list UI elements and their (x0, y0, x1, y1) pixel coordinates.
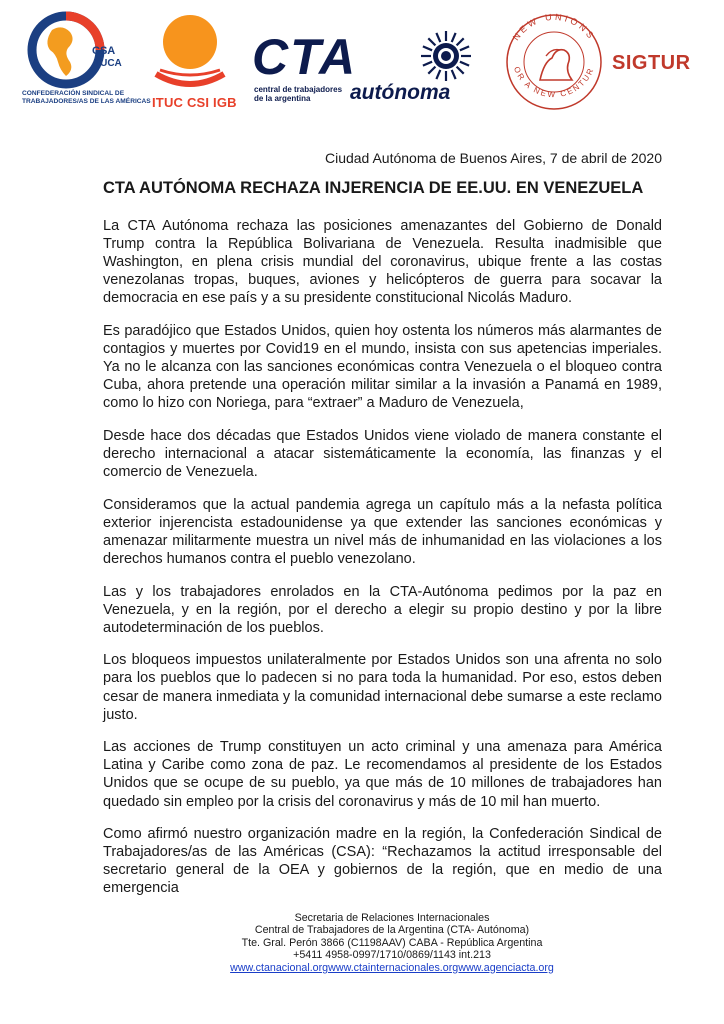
paragraph: La CTA Autónoma rechaza las posiciones amenazantes del Gobierno de Donald Trump contra la República Bolivariana de Venezuela. Resulta inadmisible que Washington, en plena crisis mundial del coronavirus, ubique frente a las costas venezolanas tropas, buques, aviones y helicópteros de guerra para socavar la democracia en ese país y a su presidente constitucional Nicolás Maduro. (103, 218, 662, 307)
ituc-text: ITUC CSI IGB (152, 95, 237, 110)
paragraph: Las y los trabajadores enrolados en la CTA-Autónoma pedimos por la paz en Venezuela, y en la región, por el derecho a elegir su propio destino y por la libre autodeterminación de los pueblos. (103, 583, 662, 636)
footer-organization: Central de Trabajadores de la Argentina (CTA- Autónoma) (254, 924, 530, 937)
csa-caption: CONFEDERACIÓN SINDICAL DE TRABAJADORES/AS DE LAS AMÉRICAS (22, 90, 151, 105)
dateline: Ciudad Autónoma de Buenos Aires, 7 de abril de 2020 (324, 150, 662, 166)
svg-text:CTA: CTA (252, 30, 358, 85)
svg-text:NEW UNIONS: NEW UNIONS (510, 11, 598, 43)
svg-text:FOR A NEW CENTURY: OR A NEW CENTUR (511, 65, 596, 100)
cta-subtitle-small: central de trabajadores de la argentina (254, 85, 343, 103)
new-unions-logo (500, 10, 610, 110)
sigtur-logo-text: SIGTUR (612, 52, 691, 74)
ituc-emblem-icon (148, 12, 238, 92)
csa-tuca-logo (22, 10, 151, 110)
svg-text:CSA: CSA (92, 45, 116, 57)
footer-phone: +5411 4958-0997/1710/0869/1143 int.213 (293, 949, 491, 962)
paragraph: Los bloqueos impuestos unilateralmente por Estados Unidos son una afrenta no solo para los pueblos que lo padecen si no para toda la humanidad. Por eso, estos deben cesar de manera inmediata y la comunidad internacional debe sumarse a este reclamo justo. (103, 652, 662, 723)
cta-wordmark-icon (248, 30, 478, 85)
paragraph: Las acciones de Trump constituyen un acto criminal y una amenaza para América Latina y Caribe como zona de paz. Le recomendamos al presidente de los Estados Unidos que se ocupe de su pueblo, ya que más de 10 millones de trabajadores han quedado sin empleo por la crisis del coronavirus y más de 10 mil han muerto. (103, 739, 662, 810)
svg-text:TUCA: TUCA (94, 58, 122, 69)
document-title: CTA AUTÓNOMA RECHAZA INJERENCIA DE EE.UU. EN VENEZUELA (103, 179, 644, 197)
footer-department: Secretaria de Relaciones Internacionales (294, 912, 490, 924)
cta-subtitle-large: autónoma (350, 81, 451, 104)
paragraph: Es paradójico que Estados Unidos, quien hoy ostenta los números más alarmantes de contagios y muertes por Covid19 en el mundo, insista con sus apetencias imperiales. Ya no le alcanza con las sanciones económicas contra Venezuela o el bloqueo contra Cuba, ahora pretende una operación militar similar a la invasión a Panamá en 1989, como lo hizo con Noriega, para “extraer” a Maduro de Venezuela, (103, 322, 662, 412)
ituc-logo (148, 12, 238, 112)
footer-links[interactable]: www.ctanacional.orgwww.ctainternacionales.orgwww.agenciacta.org (230, 961, 554, 974)
paragraph: Como afirmó nuestro organización madre en la región, la Confederación Sindical de Trabajadores/as de las Américas (CSA): “Rechazamos la actitud irresponsable del secretario general de la OEA y gobiernos de la región, que en medio de una emergencia (103, 826, 662, 897)
paragraph: Desde hace dos décadas que Estados Unidos viene violado de manera constante el derecho internacional a atacar sistemáticamente la economía, las finanzas y el comercio de Venezuela. (103, 427, 662, 481)
letterhead (0, 0, 724, 120)
footer-address: Tte. Gral. Perón 3866 (C1198AAV) CABA - República Argentina (241, 936, 543, 949)
document-body (103, 217, 662, 912)
footer (150, 912, 634, 974)
paragraph: Consideramos que la actual pandemia agrega un capítulo más a la nefasta política exterior injerencista estadounidense ya que extender las sanciones económicas y amenazar militarmente muestra un nivel más de inhumanidad en las violaciones a los derechos humanos contra el pueblo venezolano. (103, 496, 662, 567)
new-unions-seal-icon (500, 10, 610, 110)
cta-autonoma-logo (248, 30, 478, 112)
csa-globe-icon (22, 10, 142, 90)
